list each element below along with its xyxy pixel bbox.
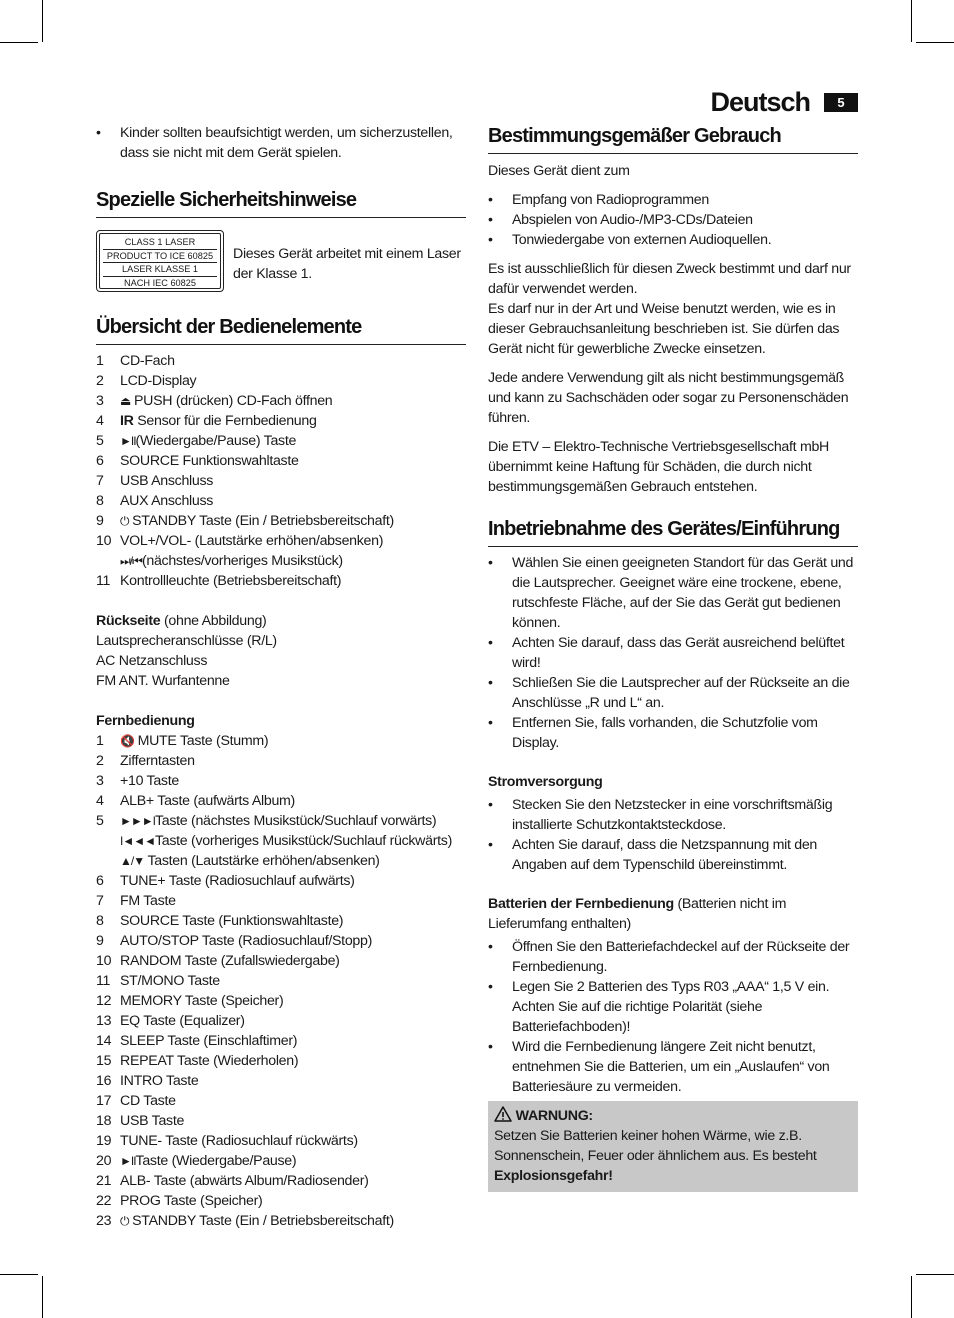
language-title: Deutsch: [710, 87, 810, 117]
item-text: TUNE- Taste (Radiosuchlauf rückwärts): [120, 1133, 358, 1149]
item-text: USB Taste: [120, 1113, 185, 1129]
power-heading: Stromversorgung: [488, 774, 603, 790]
remote-item: [96, 871, 466, 891]
item-number: 12: [96, 993, 112, 1009]
item-number: 9: [96, 933, 104, 949]
button-symbol-icon: ⏭/⏮: [120, 554, 142, 568]
bullet-item: • Wird die Fernbedienung längere Zeit nicht benutzt, entnehmen Sie die Batterien, um ein „Auslaufen“ von Batteriesäure zu vermeiden.: [488, 1037, 858, 1097]
laser-label-line: CLASS 1 LASER: [103, 236, 217, 250]
usage-paragraph: Die ETV – Elektro-Technische Vertriebsgesellschaft mbH übernimmt keine Haftung für Schäden, die durch nicht bestimmungsgemäßen Gebrauch entstehen.: [488, 439, 830, 495]
item-number: 3: [96, 773, 104, 789]
remote-item: [96, 1011, 466, 1031]
item-number: 14: [96, 1033, 112, 1049]
remote-item: [96, 1211, 466, 1231]
item-number: 4: [96, 793, 104, 809]
warning-triangle-icon: [494, 1106, 512, 1122]
bullet-item: • Entfernen Sie, falls vorhanden, die Schutzfolie vom Display.: [488, 713, 858, 753]
item-number: 22: [96, 1193, 112, 1209]
control-item: [96, 531, 466, 551]
item-text: PROG Taste (Speicher): [120, 1193, 263, 1209]
item-text: RANDOM Taste (Zufallswiedergabe): [120, 953, 340, 969]
button-symbol-icon: ⏏: [120, 394, 131, 408]
warning-title: WARNUNG:: [515, 1108, 593, 1124]
crop-mark: [911, 0, 912, 42]
item-text: AUX Anschluss: [120, 493, 214, 509]
crop-mark: [42, 1276, 43, 1318]
warning-box: [488, 1101, 858, 1192]
control-item: [96, 571, 466, 591]
setup-list: [488, 553, 858, 753]
item-text: Sensor für die Fernbedienung: [133, 413, 317, 429]
item-number: 1: [96, 733, 104, 749]
remote-item: [96, 831, 466, 851]
usage-paragraph: Jede andere Verwendung gilt als nicht bestimmungsgemäß und kann zu Sachschäden oder sogar zu Personenschäden führen.: [488, 370, 849, 426]
item-number: 8: [96, 493, 104, 509]
warning-text: [494, 1126, 852, 1186]
item-number: 3: [96, 393, 104, 409]
item-number: 13: [96, 1013, 112, 1029]
item-text: Taste (Wiedergabe/Pause): [135, 1153, 297, 1169]
remote-item: [96, 1091, 466, 1111]
remote-item: [96, 1131, 466, 1151]
usage-intro: Dieses Gerät dient zum: [488, 163, 630, 179]
remote-item: [96, 891, 466, 911]
item-text: Tasten (Lautstärke erhöhen/absenken): [144, 853, 380, 869]
item-text: REPEAT Taste (Wiederholen): [120, 1053, 299, 1069]
item-number: 18: [96, 1113, 112, 1129]
item-text: ST/MONO Taste: [120, 973, 220, 989]
item-text: USB Anschluss: [120, 473, 214, 489]
rear-note: (ohne Abbildung): [160, 613, 267, 629]
item-text: INTRO Taste: [120, 1073, 199, 1089]
item-text: Zifferntasten: [120, 753, 195, 769]
item-text: LCD-Display: [120, 373, 197, 389]
button-symbol-icon: ►►►I: [120, 814, 155, 828]
button-symbol-icon: IR: [120, 413, 134, 429]
item-number: 7: [96, 893, 104, 909]
item-text: TUNE+ Taste (Radiosuchlauf aufwärts): [120, 873, 355, 889]
crop-mark: [0, 1274, 38, 1275]
remote-item: [96, 1071, 466, 1091]
item-text: CD Taste: [120, 1093, 176, 1109]
controls-heading: Übersicht der Bedienelemente: [96, 313, 466, 345]
bullet-item: • Kinder sollten beaufsichtigt werden, um sicherzustellen, dass sie nicht mit dem Gerät spielen.: [96, 123, 466, 163]
remote-item: [96, 731, 466, 751]
warning-body: Setzen Sie Batterien keiner hohen Wärme, wie z.B. Sonnenschein, Feuer oder ähnlichem aus. Es besteht: [494, 1128, 817, 1164]
remote-item: [96, 771, 466, 791]
crop-mark: [916, 42, 954, 43]
remote-item: [96, 971, 466, 991]
button-symbol-icon: I◄◄◄: [120, 834, 155, 848]
button-symbol-icon: ⏻: [120, 514, 129, 528]
remote-item: [96, 1151, 466, 1171]
battery-title: Batterien der Fernbedienung: [488, 896, 674, 912]
usage-paragraph: Es darf nur in der Art und Weise benutzt werden, wie es in dieser Gebrauchsanleitung beschrieben ist. Sie dürfen das Gerät nicht für gewerbliche Zwecke einsetzen.: [488, 301, 840, 357]
control-item: [96, 491, 466, 511]
controls-list: [96, 351, 466, 591]
usage-list: [488, 190, 858, 250]
crop-mark: [916, 1274, 954, 1275]
remote-item: [96, 991, 466, 1011]
control-item: [96, 451, 466, 471]
bullet-item: • Achten Sie darauf, dass die Netzspannung mit den Angaben auf dem Typenschild übereinstimmt.: [488, 835, 858, 875]
laser-label-line: NACH IEC 60825: [123, 277, 196, 288]
item-text: MEMORY Taste (Speicher): [120, 993, 284, 1009]
battery-note: (Batterien nicht im Lieferumfang enthalten): [488, 896, 787, 932]
item-number: 2: [96, 753, 104, 769]
item-text: (Wiedergabe/Pause) Taste: [135, 433, 297, 449]
remote-item: [96, 1051, 466, 1071]
control-item: [96, 431, 466, 451]
rear-line: FM ANT. Wurfantenne: [96, 673, 230, 689]
battery-heading: [488, 894, 858, 934]
laser-label-line: PRODUCT TO ICE 60825: [103, 250, 217, 264]
left-column: [96, 122, 466, 1231]
item-text: CD-Fach: [120, 353, 175, 369]
button-symbol-icon: ►II: [120, 434, 136, 448]
item-number: 5: [96, 433, 104, 449]
item-text: ALB+ Taste (aufwärts Album): [120, 793, 295, 809]
item-text: SOURCE Taste (Funktionswahltaste): [120, 913, 344, 929]
control-item: [96, 511, 466, 531]
item-number: 15: [96, 1053, 112, 1069]
control-item: [96, 471, 466, 491]
laser-text: Dieses Gerät arbeitet mit einem Laser der Klasse 1.: [233, 246, 461, 282]
remote-item: [96, 751, 466, 771]
laser-notice: [96, 230, 466, 292]
item-text: SLEEP Taste (Einschlaftimer): [120, 1033, 298, 1049]
control-item: [96, 371, 466, 391]
item-text: MUTE Taste (Stumm): [133, 733, 269, 749]
control-item: [96, 351, 466, 371]
bullet-item: • Legen Sie 2 Batterien des Typs R03 „AAA“ 1,5 V ein. Achten Sie auf die richtige Polarität (siehe Batteriefachboden)!: [488, 977, 858, 1037]
crop-mark: [42, 0, 43, 42]
safety-heading: Spezielle Sicherheitshinweise: [96, 186, 466, 218]
laser-label-line: LASER KLASSE 1: [103, 263, 217, 277]
item-number: 5: [96, 813, 104, 829]
warning-emphasis: Explosionsgefahr!: [494, 1168, 613, 1184]
item-number: 23: [96, 1213, 112, 1229]
right-column: [488, 122, 858, 1192]
remote-item: [96, 1171, 466, 1191]
rear-label: Rückseite: [96, 613, 161, 629]
item-number: 4: [96, 413, 104, 429]
page-header: [700, 84, 858, 120]
warning-heading: [494, 1106, 852, 1126]
button-symbol-icon: ▲/▼: [120, 854, 145, 868]
button-symbol-icon: 🔇: [120, 734, 134, 748]
usage-heading: Bestimmungsgemäßer Gebrauch: [488, 122, 858, 154]
item-text: PUSH (drücken) CD-Fach öffnen: [130, 393, 333, 409]
item-number: 11: [96, 973, 111, 989]
bullet-item: • Öffnen Sie den Batteriefachdeckel auf der Rückseite der Fernbedienung.: [488, 937, 858, 977]
rear-line: AC Netzanschluss: [96, 653, 208, 669]
remote-heading: Fernbedienung: [96, 713, 195, 729]
item-text: Taste (nächstes Musikstück/Suchlauf vorwärts): [154, 813, 437, 829]
item-text: Kontrollleuchte (Betriebsbereitschaft): [120, 573, 342, 589]
item-number: 10: [96, 533, 112, 549]
bullet-item: • Schließen Sie die Lautsprecher auf der Rückseite an die Anschlüsse „R und L“ an.: [488, 673, 858, 713]
item-text: +10 Taste: [120, 773, 179, 789]
control-item: [96, 411, 466, 431]
item-text: FM Taste: [120, 893, 176, 909]
rear-heading: [96, 611, 466, 631]
item-number: 8: [96, 913, 104, 929]
item-number: 20: [96, 1153, 112, 1169]
item-number: 9: [96, 513, 104, 529]
usage-paragraph: Es ist ausschließlich für diesen Zweck bestimmt und darf nur dafür verwendet werden.: [488, 261, 851, 297]
item-number: 19: [96, 1133, 112, 1149]
item-number: 11: [96, 573, 111, 589]
item-text: EQ Taste (Equalizer): [120, 1013, 245, 1029]
item-number: 6: [96, 873, 104, 889]
remote-item: [96, 1111, 466, 1131]
crop-mark: [0, 42, 38, 43]
item-text: Taste (vorheriges Musikstück/Suchlauf rückwärts): [154, 833, 453, 849]
item-text: SOURCE Funktionswahltaste: [120, 453, 299, 469]
item-text: AUTO/STOP Taste (Radiosuchlauf/Stopp): [120, 933, 373, 949]
remote-item: [96, 1031, 466, 1051]
rear-line: Lautsprecheranschlüsse (R/L): [96, 633, 277, 649]
bullet-item: • Tonwiedergabe von externen Audioquellen.: [488, 230, 858, 250]
power-list: [488, 795, 858, 875]
remote-item: [96, 931, 466, 951]
item-text: STANDBY Taste (Ein / Betriebsbereitschaft): [128, 1213, 394, 1229]
item-number: 7: [96, 473, 104, 489]
item-number: 16: [96, 1073, 112, 1089]
item-number: 17: [96, 1093, 112, 1109]
bullet-item: • Achten Sie darauf, dass das Gerät ausreichend belüftet wird!: [488, 633, 858, 673]
remote-item: [96, 911, 466, 931]
remote-item: [96, 811, 466, 831]
item-number: 1: [96, 353, 104, 369]
remote-item: [96, 791, 466, 811]
battery-list: [488, 937, 858, 1097]
item-number: 6: [96, 453, 104, 469]
control-item: [96, 391, 466, 411]
setup-heading: Inbetriebnahme des Gerätes/Einführung: [488, 515, 858, 547]
remote-item: [96, 951, 466, 971]
item-text: VOL+/VOL- (Lautstärke erhöhen/absenken): [120, 533, 384, 549]
item-text: ALB- Taste (abwärts Album/Radiosender): [120, 1173, 369, 1189]
bullet-item: • Empfang von Radioprogrammen: [488, 190, 858, 210]
button-symbol-icon: ►II: [120, 1154, 136, 1168]
remote-list: [96, 731, 466, 1231]
crop-mark: [911, 1276, 912, 1318]
bullet-item: • Stecken Sie den Netzstecker in eine vorschriftsmäßig installierte Schutzkontaktsteckdose.: [488, 795, 858, 835]
item-number: 10: [96, 953, 112, 969]
item-number: 2: [96, 373, 104, 389]
item-text: (nächstes/vorheriges Musikstück): [141, 553, 343, 569]
remote-item: [96, 1191, 466, 1211]
remote-item: [96, 851, 466, 871]
item-number: 21: [96, 1173, 112, 1189]
button-symbol-icon: ⏻: [120, 1214, 129, 1228]
bullet-item: • Abspielen von Audio-/MP3-CDs/Dateien: [488, 210, 858, 230]
laser-class-label: [96, 230, 224, 292]
item-text: STANDBY Taste (Ein / Betriebsbereitschaft): [128, 513, 394, 529]
control-item: [96, 551, 466, 571]
page-number: 5: [824, 93, 858, 112]
bullet-item: • Wählen Sie einen geeigneten Standort für das Gerät und die Lautsprecher. Geeignet wäre eine trockene, ebene, rutschfeste Fläche, auf der Sie das Gerät gut bedienen können.: [488, 553, 858, 633]
